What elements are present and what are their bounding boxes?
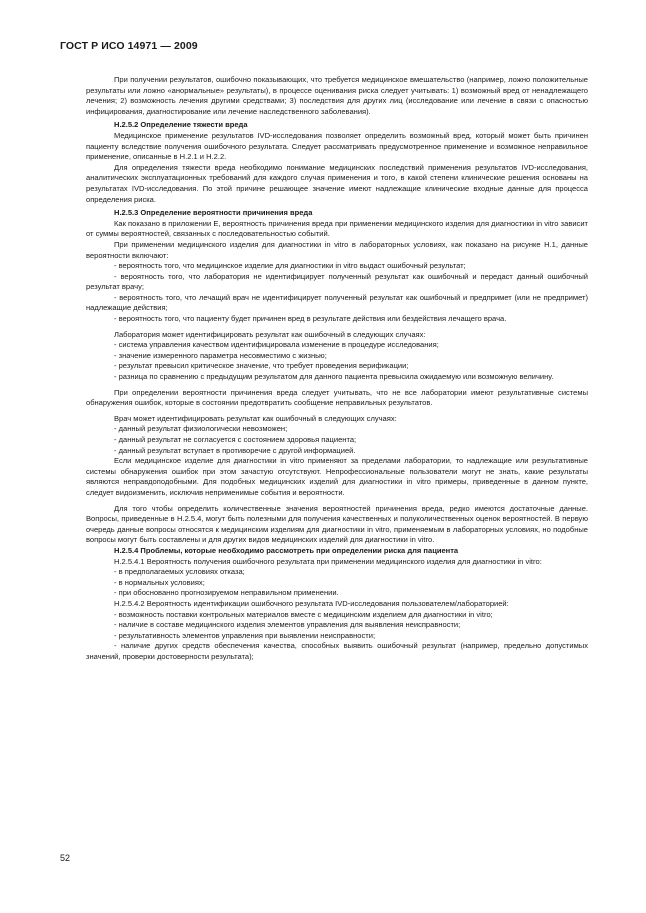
- standard-header: ГОСТ Р ИСО 14971 — 2009: [60, 40, 198, 52]
- list-item: - данный результат не согласуется с состоянием здоровья пациента;: [114, 435, 357, 444]
- paragraph: Н.2.5.4.2 Вероятность идентификации ошибочного результата IVD-исследования пользователем/лабораторией:: [114, 598, 509, 608]
- paragraph: Врач может идентифицировать результат как ошибочный в следующих случаях:: [114, 413, 397, 423]
- list-item: - в нормальных условиях;: [114, 577, 205, 587]
- section-heading: Н.2.5.2 Определение тяжести вреда: [114, 120, 248, 130]
- list-item: - значение измеренного параметра несовместимо с жизнью;: [114, 350, 327, 360]
- paragraph: Как показано в приложении Е, вероятность причинения вреда при применении медицинского изделия для диагностики in vitro зависит от суммы вероятностей, связанных с последовательностью событий.: [86, 218, 588, 239]
- paragraph: При применении медицинского изделия для диагностики in vitro в лабораторных условиях, как показано на рисунке Н.1, данные вероятности включают:: [86, 239, 588, 260]
- list-item: - возможность поставки контрольных материалов вместе с медицинским изделием для диагностики in vitro;: [114, 609, 493, 619]
- paragraph: Если медицинское изделие для диагностики in vitro применяют за пределами лаборатории, то надлежащие или результативные системы обнаружения ошибок при этом зачастую отсутствуют. Непрофессиональные пользователи могут не знать, какие результаты являются неправдоподобными. Для подобных медицинских изделий для диагностики in vitro примеры, приведенные в данном пункте, следует видоизменить, исключив неприменимые события и вероятности.: [86, 456, 588, 497]
- page-number: 52: [60, 853, 71, 863]
- paragraph: Медицинское применение результатов IVD-исследования позволяет определить возможный вред, который может быть причинен пациенту вследствие получения ошибочного результата. Следует рассматривать предусмотренное применение и возможное неправильное применение, описанные в Н.2.1 и Н.2.2.: [86, 130, 588, 162]
- list-item: - данный результат вступает в противоречие с другой информацией.: [114, 445, 356, 455]
- section-heading: Н.2.5.3 Определение вероятности причинения вреда: [114, 208, 313, 218]
- section-heading: Н.2.5.4 Проблемы, которые необходимо рассмотреть при определении риска для пациента: [114, 545, 459, 555]
- paragraph: Н.2.5.4.1 Вероятность получения ошибочного результата при применении медицинского изделия для диагностики in vitro:: [114, 556, 542, 566]
- list-item: - в предполагаемых условиях отказа;: [114, 567, 245, 577]
- paragraph: Для того чтобы определить количественные значения вероятностей причинения вреда, редко имеются достаточные данные. Вопросы, приведенные в Н.2.5.4, могут быть полезными для получения качественных и полуколичественных оценок вероятностей. В первую очередь данные вопросы относятся к медицинским изделиям для диагностики in vitro, применяемым в лабораторных условиях, но подобные вопросы могут быть составлены и для других видов медицинских изделий для диагностики in vitro.: [86, 503, 588, 545]
- document-body: [86, 75, 588, 662]
- list-item: - данный результат физиологически невозможен;: [114, 424, 288, 434]
- list-item: - вероятность того, что медицинское изделие для диагностики in vitro выдаст ошибочный результат;: [114, 261, 466, 271]
- list-item: - при обоснованно прогнозируемом неправильном применении.: [114, 588, 339, 598]
- list-item: - вероятность того, что лаборатория не идентифицирует полученный результат как ошибочный и передаст данный ошибочный результат врачу;: [86, 271, 588, 292]
- list-item: - разница по сравнению с предыдущим результатом для данного пациента превысила ожидаемую или возможную величину.: [114, 372, 554, 382]
- paragraph: Для определения тяжести вреда необходимо понимание медицинских последствий применения результатов IVD-исследования, аналитических эксплуатационных требований для каждого случая применения и того, в какой степени клинические решения основаны на результатах IVD-исследования. По этой причине решающее значение имеют надлежащие клинические входные данные для процесса определения риска.: [86, 162, 588, 204]
- paragraph: При определении вероятности причинения вреда следует учитывать, что не все лаборатории имеют результативные системы обнаружения ошибок, которые в состоянии предотвратить сообщение неправильных результатов.: [86, 387, 588, 408]
- paragraph: При получении результатов, ошибочно показывающих, что требуется медицинское вмешательство (например, ложно положительные результаты или ложно «анормальные» результаты), в процессе оценивания риска следует учитывать: 1) возможный вред от ненадлежащего лечения; 2) возможность лечения другими средствами; 3) последствия для других лиц (исследование или лечение в связи с опасностью инфицирования, диагностирование или лечение наследственного заболевания).: [86, 75, 588, 116]
- list-item: - результат превысил критическое значение, что требует проведения верификации;: [114, 361, 409, 371]
- list-item: - вероятность того, что пациенту будет причинен вред в результате действия или бездействия лечащего врача.: [114, 314, 507, 324]
- paragraph: Лаборатория может идентифицировать результат как ошибочный в следующих случаях:: [114, 329, 426, 339]
- list-item: - система управления качеством идентифицировала изменение в процедуре исследования;: [114, 340, 439, 350]
- list-item: - вероятность того, что лечащий врач не идентифицирует полученный результат как ошибочный и предпримет (или не предпримет) надлежащие действия;: [86, 292, 588, 313]
- list-item: - результативность элементов управления при выявлении неисправности;: [114, 630, 376, 640]
- list-item: - наличие в составе медицинского изделия элементов управления для выявления неисправности;: [114, 620, 461, 630]
- list-item: - наличие других средств обеспечения качества, способных выявить ошибочный результат (например, предельно допустимых значений, проверки достоверности результата);: [86, 641, 588, 661]
